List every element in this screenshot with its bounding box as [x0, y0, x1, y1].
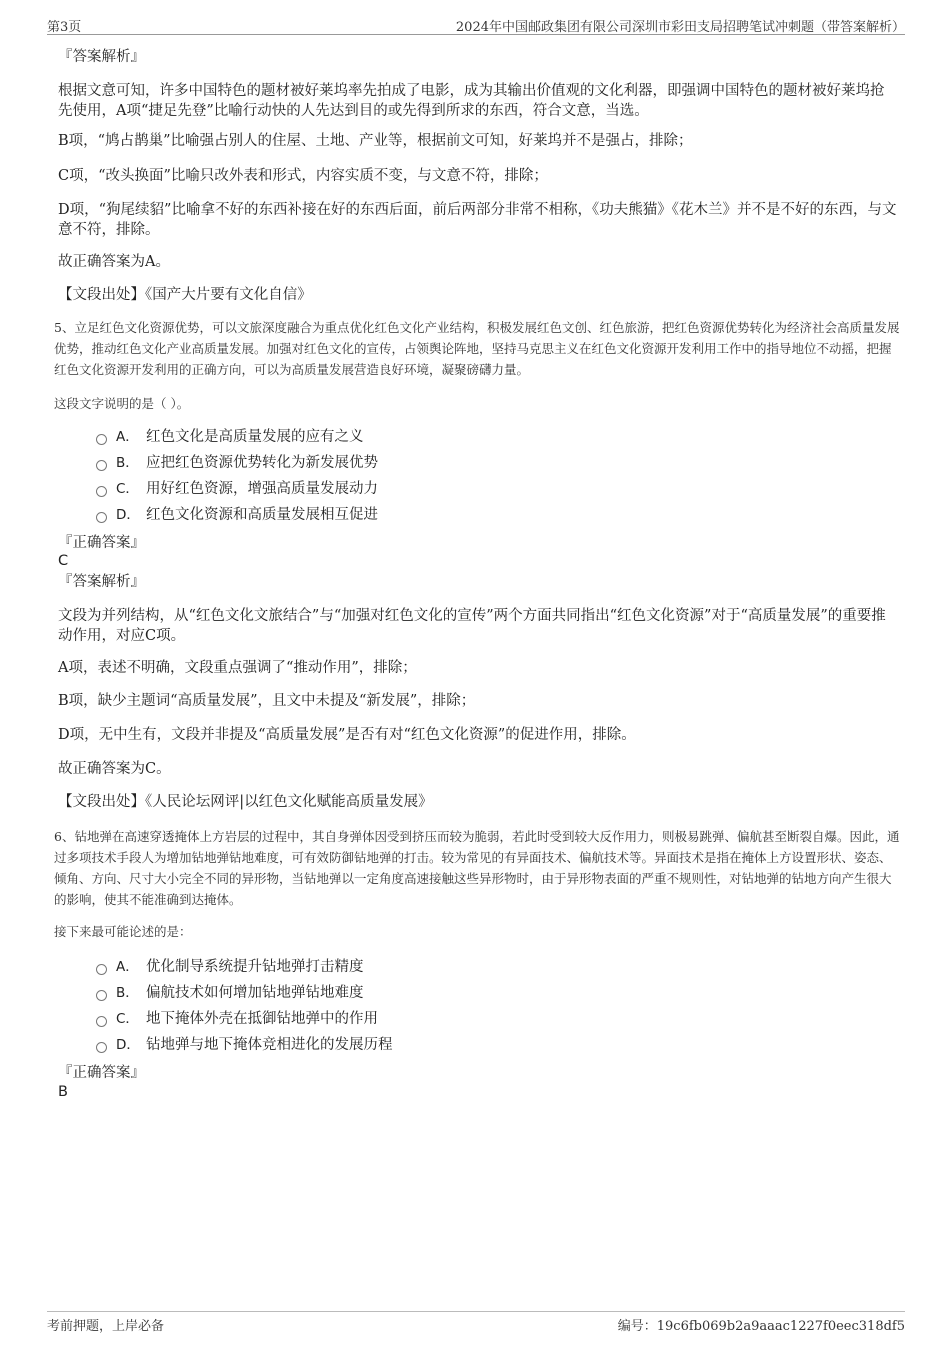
- correct-answer-label: 『正确答案』: [58, 535, 145, 551]
- analysis-paragraph: A项，表述不明确，文段重点强调了“推动作用”，排除；: [58, 660, 417, 676]
- radio-button[interactable]: [96, 990, 107, 1001]
- option-text: 用好红色资源，增强高质量发展动力: [146, 481, 378, 497]
- analysis-label: 『答案解析』: [58, 49, 145, 65]
- footer-slogan: 考前押题，上岸必备: [47, 1319, 165, 1334]
- correct-answer-label: 『正确答案』: [58, 1065, 145, 1081]
- option-text: 偏航技术如何增加钻地弹钻地难度: [146, 985, 364, 1001]
- source-citation: 【文段出处】《国产大片要有文化自信》: [58, 287, 312, 303]
- option-b[interactable]: [96, 983, 364, 1003]
- option-c[interactable]: [96, 1009, 378, 1029]
- radio-button[interactable]: [96, 486, 107, 497]
- radio-button[interactable]: [96, 1016, 107, 1027]
- correct-answer: C: [58, 553, 69, 569]
- page-footer: [47, 1311, 905, 1334]
- document-code: 编号：19c6fb069b2a9aaac1227f0eec318df5: [617, 1319, 905, 1334]
- question-prompt: 这段文字说明的是（ ）。: [54, 396, 190, 411]
- option-text: 地下掩体外壳在抵御钻地弹中的作用: [146, 1011, 378, 1027]
- analysis-paragraph: 根据文意可知，许多中国特色的题材被好莱坞率先拍成了电影，成为其输出价值观的文化利器，即强调中国特色的题材被好莱坞抢先使用，A项“捷足先登”比喻行动快的人先达到目的或先得到所求的东西，符合文意，当选。: [58, 83, 885, 119]
- analysis-paragraph: C项，“改头换面”比喻只改外表和形式，内容实质不变，与文意不符，排除；: [58, 168, 548, 184]
- question-stem: 6、钻地弹在高速穿透掩体上方岩层的过程中，其自身弹体因受到挤压而较为脆弱，若此时受到较大反作用力，则极易跳弹、偏航甚至断裂自爆。因此，通过多项技术手段人为增加钻地弹钻地难度，可有效防御钻地弹的打击。较为常见的有异面技术、偏航技术等。异面技术是指在掩体上方设置形状、姿态、倾角、方向、尺寸大小完全不同的异形物，当钻地弹以一定角度高速接触这些异形物时，由于异形物表面的严重不规则性，对钻地弹的钻地方向产生很大的影响，使其不能准确到达掩体。: [54, 829, 900, 907]
- option-text: 应把红色资源优势转化为新发展优势: [146, 455, 378, 471]
- analysis-paragraph: 文段为并列结构，从“红色文化文旅结合”与“加强对红色文化的宣传”两个方面共同指出“红色文化资源”对于“高质量发展”的重要推动作用，对应C项。: [58, 608, 886, 644]
- analysis-paragraph: D项，“狗尾续貂”比喻拿不好的东西补接在好的东西后面，前后两部分非常不相称，《功夫熊猫》《花木兰》并不是不好的东西，与文意不符，排除。: [58, 202, 897, 238]
- option-letter: C．: [116, 1011, 139, 1027]
- question-stem: 5、立足红色文化资源优势，可以文旅深度融合为重点优化红色文化产业结构，积极发展红色文创、红色旅游，把红色资源优势转化为经济社会高质量发展优势，推动红色文化产业高质量发展。加强对红色文化的宣传，占领舆论阵地，坚持马克思主义在红色文化资源开发利用工作中的指导地位不动摇，把握红色文化资源开发利用的正确方向，可以为高质量发展营造良好环境，凝聚磅礴力量。: [54, 320, 900, 377]
- document-title: 2024年中国邮政集团有限公司深圳市彩田支局招聘笔试冲刺题（带答案解析）: [455, 20, 905, 35]
- analysis-paragraph: B项，“鸠占鹊巢”比喻强占别人的住屋、土地、产业等，根据前文可知，好莱坞并不是强占，排除；: [58, 133, 693, 149]
- option-c[interactable]: [96, 479, 378, 499]
- option-text: 红色文化资源和高质量发展相互促进: [146, 507, 378, 523]
- option-letter: B．: [116, 455, 139, 471]
- conclusion-text: 故正确答案为A。: [58, 254, 170, 270]
- option-b[interactable]: [96, 453, 378, 473]
- option-letter: D．: [116, 1037, 140, 1053]
- option-letter: D．: [116, 507, 140, 523]
- radio-button[interactable]: [96, 434, 107, 445]
- option-text: 优化制导系统提升钻地弹打击精度: [146, 959, 364, 975]
- option-d[interactable]: [96, 505, 378, 525]
- option-a[interactable]: [96, 957, 364, 977]
- option-d[interactable]: [96, 1035, 393, 1055]
- page-number: 第3页: [47, 20, 82, 35]
- analysis-paragraph: D项，无中生有，文段并非提及“高质量发展”是否有对“红色文化资源”的促进作用，排除。: [58, 727, 636, 743]
- option-text: 红色文化是高质量发展的应有之义: [146, 429, 364, 445]
- conclusion-text: 故正确答案为C。: [58, 761, 171, 777]
- correct-answer: B: [58, 1084, 68, 1100]
- option-letter: B．: [116, 985, 139, 1001]
- radio-button[interactable]: [96, 964, 107, 975]
- radio-button[interactable]: [96, 512, 107, 523]
- option-a[interactable]: [96, 427, 364, 447]
- option-letter: A．: [116, 959, 139, 975]
- radio-button[interactable]: [96, 1042, 107, 1053]
- radio-button[interactable]: [96, 460, 107, 471]
- option-letter: A．: [116, 429, 139, 445]
- question-prompt: 接下来最可能论述的是：: [54, 924, 192, 939]
- analysis-paragraph: B项，缺少主题词“高质量发展”，且文中未提及“新发展”，排除；: [58, 693, 476, 709]
- option-letter: C．: [116, 481, 139, 497]
- option-text: 钻地弹与地下掩体竞相进化的发展历程: [146, 1037, 393, 1053]
- source-citation: 【文段出处】《人民论坛网评|以红色文化赋能高质量发展》: [58, 794, 433, 810]
- analysis-label: 『答案解析』: [58, 574, 145, 590]
